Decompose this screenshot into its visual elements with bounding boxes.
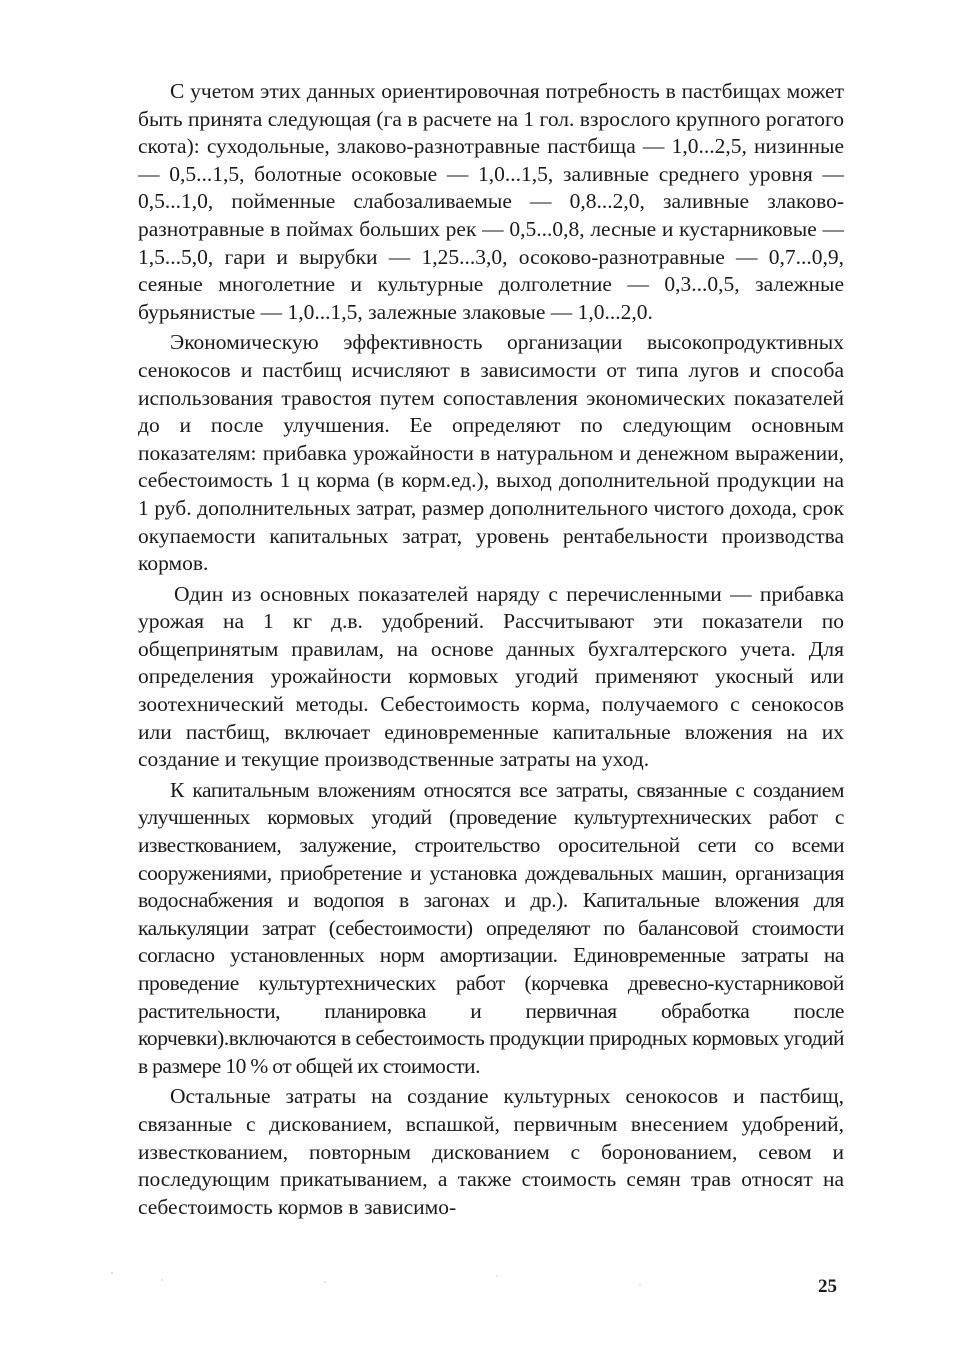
paragraph-pasture-needs: С учетом этих данных ориентировочная потребность в пастбищах может быть принята следующая (га в расчете на 1 гол. взрослого крупного рогатого скота): суходольные, злаково-разнотравные пастбища — 1,0...2,5, низинные — 0,5...1,5, болотные осоковые — 1,0...1,5, заливные среднего уровня — 0,5...1,0, пойменные слабозаливаемые — 0,8...2,0, заливные злаково-разнотравные в поймах больших рек — 0,5...0,8, лесные и кустарниковые — 1,5...5,0, гари и вырубки — 1,25...3,0, осоково-разнотравные — 0,7...0,9, сеяные многолетние и культурные долголетние — 0,3...0,5, залежные бурьянистые — 1,0...1,5, залежные злаковые — 1,0...2,0. xyxy=(138,79,844,324)
page-number: 25 xyxy=(818,1276,837,1297)
paragraph-yield-increase: Один из основных показателей наряду с перечисленными — прибавка урожая на 1 кг д.в. удобрений. Рассчитывают эти показатели по общепринятым правилам, на основе данных бухгалтерского учета. Для определения урожайности кормовых угодий применяют укосный или зоотехнический методы. Себестоимость корма, получаемого с сенокосов или пастбищ, включает единовременные капитальные вложения на их создание и текущие производственные затраты на уход. xyxy=(138,581,844,772)
body-text xyxy=(138,78,844,1221)
paragraph-economic-efficiency: Экономическую эффективность организации высокопродуктивных сенокосов и пастбищ исчисляют в зависимости от типа лугов и способа использования травостоя путем сопоставления экономических показателей до и после улучшения. Ее определяют по следующим основным показателям: прибавка урожайности в натуральном и денежном выражении, себестоимость 1 ц корма (в корм.ед.), выход дополнительной продукции на 1 руб. дополнительных затрат, размер дополнительного чистого дохода, срок окупаемости капитальных затрат, уровень рентабельности производства кормов. xyxy=(138,330,844,576)
paragraph-capital-investments: К капитальным вложениям относятся все затраты, связанные с созданием улучшенных кормовых угодий (проведение культуртехнических работ с известкованием, залужение, строительство оросительной сети со всеми сооружениями, приобретение и установка дождевальных машин, организация водоснабжения и водопоя в загонах и др.). Капитальные вложения для калькуляции затрат (себестоимости) определяют по балансовой стоимости согласно установленных норм амортизации. Единовременные затраты на проведение культуртехнических работ (корчевка древесно-кустарниковой растительности, планировка и первичная обработка после корчевки).включаются в себестоимость продукции природных кормовых угодий в размере 10 % от общей их стоимости. xyxy=(138,777,844,1078)
paragraph-other-costs: Остальные затраты на создание культурных сенокосов и пастбищ, связанные с дискованием, вспашкой, первичным внесением удобрений, известкованием, повторным дискованием с боронованием, севом и последующим прикатыванием, а также стоимость семян трав относят на себестоимость кормов в зависимо- xyxy=(138,1084,844,1219)
